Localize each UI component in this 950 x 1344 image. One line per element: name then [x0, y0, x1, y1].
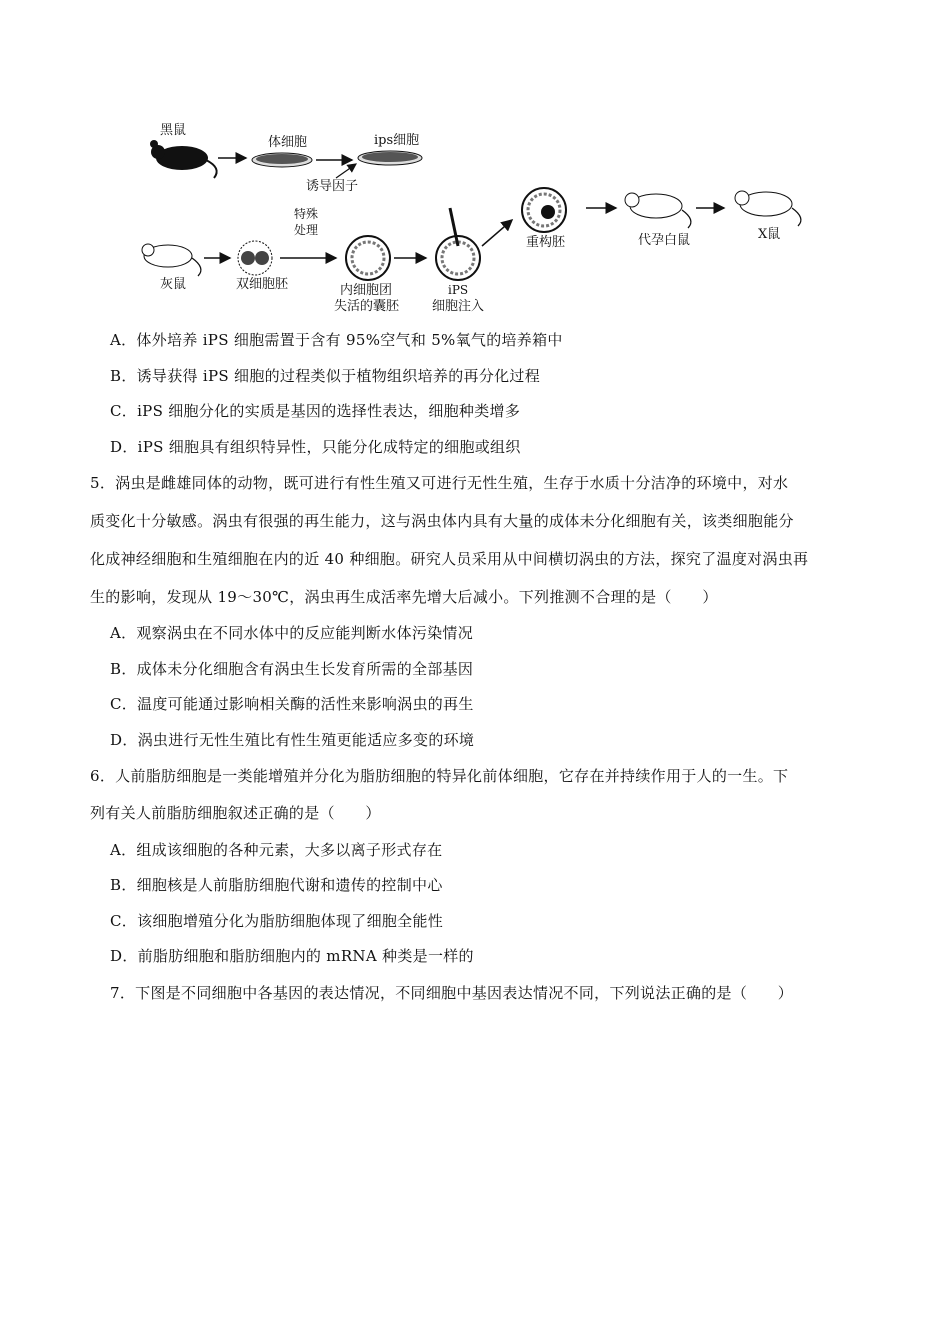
q5-option-c: C．温度可能通过影响相关酶的活性来影响涡虫的再生: [110, 695, 474, 713]
somatic-cell-label: 体细胞: [268, 135, 308, 150]
q4-option-b: B．诱导获得 iPS 细胞的过程类似于植物组织培养的再分化过程: [110, 367, 541, 385]
q5-option-a: A．观察涡虫在不同水体中的反应能判断水体污染情况: [110, 624, 474, 642]
ips-experiment-diagram: [130, 118, 820, 318]
q6-option-c: C．该细胞增殖分化为脂肪细胞体现了细胞全能性: [110, 912, 444, 930]
blastocyst-label-1: 内细胞团: [340, 283, 393, 298]
gray-mouse-label: 灰鼠: [160, 277, 187, 292]
black-mouse-icon: [150, 140, 217, 178]
gray-mouse-icon: [142, 244, 201, 276]
q6-option-a: A．组成该细胞的各种元素，大多以离子形式存在: [110, 841, 443, 859]
q5-option-d: D．涡虫进行无性生殖比有性生殖更能适应多变的环境: [110, 731, 475, 749]
special-treatment-label-2: 处理: [294, 223, 319, 237]
q6-option-b: B．细胞核是人前脂肪细胞代谢和遗传的控制中心: [110, 876, 443, 894]
two-cell-embryo-label: 双细胞胚: [236, 277, 289, 292]
q5-stem-line-1: 5．涡虫是雌雄同体的动物，既可进行有性生殖又可进行无性生殖，生存于水质十分洁净的环境中，对水: [90, 474, 789, 492]
ips-cell-label: ips细胞: [374, 133, 420, 148]
inducing-factor-label: 诱导因子: [306, 179, 359, 194]
reconstructed-embryo-label: 重构胚: [526, 235, 566, 250]
black-mouse-label: 黑鼠: [160, 123, 187, 138]
x-mouse-label: X鼠: [758, 227, 781, 242]
surrogate-mouse-label: 代孕白鼠: [638, 233, 691, 248]
special-treatment-label-1: 特殊: [294, 207, 319, 221]
q5-stem-line-3: 化成神经细胞和生殖细胞在内的近 40 种细胞。研究人员采用从中间横切涡虫的方法，探究了温度对涡虫再: [90, 550, 809, 568]
q4-option-a: A．体外培养 iPS 细胞需置于含有 95%空气和 5%氧气的培养箱中: [110, 331, 563, 349]
reconstructed-embryo-icon: [522, 188, 566, 232]
surrogate-white-mouse-icon: [625, 193, 691, 228]
q4-option-d: D．iPS 细胞具有组织特异性，只能分化成特定的细胞或组织: [110, 438, 521, 456]
q7-stem: 7．下图是不同细胞中各基因的表达情况，不同细胞中基因表达情况不同，下列说法正确的是（ ）: [110, 984, 794, 1002]
ips-cell-dish-icon: [358, 151, 422, 165]
q5-stem-line-4: 生的影响，发现从 19～30℃，涡虫再生成活率先增大后减小。下列推测不合理的是（ ）: [90, 588, 718, 606]
q6-stem-line-1: 6．人前脂肪细胞是一类能增殖并分化为脂肪细胞的特异化前体细胞，它存在并持续作用于人的一生。下: [90, 767, 789, 785]
inactivated-blastocyst-icon: [346, 236, 390, 280]
q5-option-b: B．成体未分化细胞含有涡虫生长发育所需的全部基因: [110, 660, 474, 678]
q4-option-c: C．iPS 细胞分化的实质是基因的选择性表达，细胞种类增多: [110, 402, 521, 420]
q6-option-d: D．前脂肪细胞和脂肪细胞内的 mRNA 种类是一样的: [110, 947, 474, 965]
q6-stem-line-2: 列有关人前脂肪细胞叙述正确的是（ ）: [90, 804, 381, 822]
ips-inject-label-2: 细胞注入: [432, 299, 485, 314]
ips-injection-icon: [436, 208, 480, 280]
ips-inject-label-1: iPS: [448, 283, 469, 297]
somatic-cell-dish-icon: [252, 153, 312, 167]
q5-stem-line-2: 质变化十分敏感。涡虫有很强的再生能力，这与涡虫体内具有大量的成体未分化细胞有关，该类细胞能分: [90, 512, 794, 530]
x-mouse-icon: [735, 191, 801, 226]
two-cell-embryo-icon: [238, 241, 272, 275]
blastocyst-label-2: 失活的囊胚: [334, 299, 400, 314]
